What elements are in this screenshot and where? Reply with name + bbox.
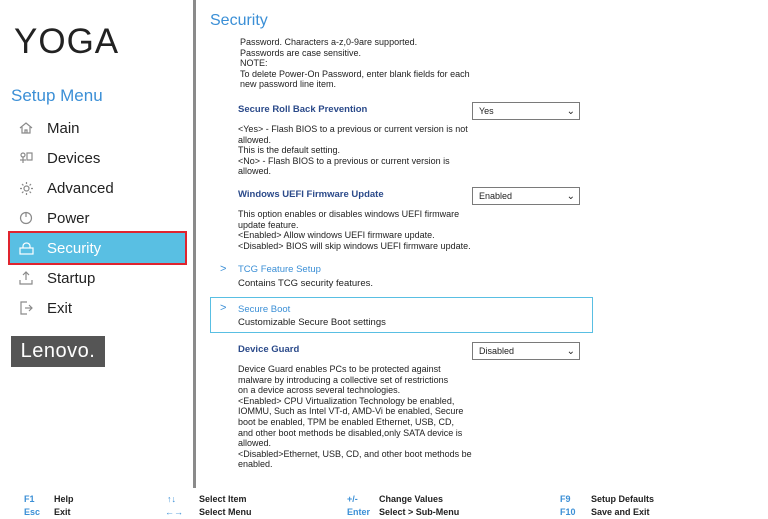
secure-roll-back-label: Secure Roll Back Prevention	[238, 104, 368, 115]
tcg-feature-setup-link[interactable]: TCG Feature Setup	[238, 264, 321, 275]
lenovo-logo: Lenovo.	[11, 336, 105, 367]
password-note: Password. Characters a-z,0-9are supported. Passwords are case sensitive. NOTE: To delete Power-On Password, enter blank fields for each new password line item.	[240, 37, 470, 90]
chevron-down-icon: ⌄	[566, 106, 575, 117]
select-value: Disabled	[479, 346, 515, 356]
menu-item-main[interactable]	[10, 113, 185, 143]
page-title: Security	[210, 12, 268, 29]
setup-menu-title: Setup Menu	[11, 86, 103, 105]
esc-key: Esc	[24, 507, 41, 517]
svg-text:YOGA: YOGA	[14, 22, 120, 60]
menu-item-startup[interactable]	[10, 263, 185, 293]
startup-icon	[17, 269, 35, 287]
select-value: Enabled	[479, 191, 513, 201]
yoga-logo	[12, 20, 132, 60]
devices-icon	[17, 149, 35, 167]
footer-keys	[0, 488, 768, 519]
select-value: Yes	[479, 106, 494, 116]
save-exit-label: Save and Exit	[591, 507, 650, 517]
select-item-label: Select Item	[199, 494, 247, 504]
help-label: Help	[54, 494, 74, 504]
menu-item-exit[interactable]	[10, 293, 185, 323]
select-submenu-label: Select > Sub-Menu	[379, 507, 460, 517]
sun-gear-icon	[17, 179, 35, 197]
leftright-key: ←→	[165, 507, 183, 517]
chevron-right-icon: >	[220, 302, 227, 314]
menu-item-power[interactable]	[10, 203, 185, 233]
secure-boot-desc: Customizable Secure Boot settings	[238, 317, 386, 328]
secure-roll-back-select[interactable]	[472, 102, 580, 120]
f1-key: F1	[24, 494, 35, 504]
sidebar-divider	[193, 0, 196, 488]
uefi-update-select[interactable]	[472, 187, 580, 205]
menu-item-label: Advanced	[47, 179, 114, 197]
tcg-feature-setup-desc: Contains TCG security features.	[238, 278, 373, 289]
lock-icon	[17, 239, 35, 257]
power-icon	[17, 209, 35, 227]
secure-roll-back-desc: <Yes> - Flash BIOS to a previous or current version is not allowed. This is the default setting. <No> - Flash BIOS to a previous or current version is allowed.	[238, 124, 468, 177]
menu-item-label: Startup	[47, 269, 96, 287]
uefi-update-label: Windows UEFI Firmware Update	[238, 189, 384, 200]
device-guard-select[interactable]	[472, 342, 580, 360]
secure-boot-label: Secure Boot	[238, 304, 291, 315]
chevron-right-icon: >	[220, 263, 227, 275]
exit-label: Exit	[54, 507, 71, 517]
chevron-down-icon: ⌄	[566, 346, 575, 357]
select-menu-label: Select Menu	[199, 507, 252, 517]
menu-item-advanced[interactable]	[10, 173, 185, 203]
menu-item-label: Power	[47, 209, 90, 227]
enter-key: Enter	[347, 507, 371, 517]
chevron-down-icon: ⌄	[566, 191, 575, 202]
updown-key: ↑↓	[167, 494, 176, 504]
content-pane	[200, 0, 768, 488]
device-guard-desc: Device Guard enables PCs to be protected against malware by introducing a collective set of restrictions on a device across several technologies. <Enabled> CPU Virtualization Technology be enabled, IOMMU, Such as Intel VT-d, AMD-Vi be enabled, Secure boot be enabled, TPM be enabled Ethernet, USB, CD, and other boot methods be disabled,only SATA device is allowed. <Disabled>Ethernet, USB, CD, and other boot methods be enabled.	[238, 364, 472, 470]
f10-key: F10	[560, 507, 576, 517]
sidebar	[0, 0, 193, 488]
f9-key: F9	[560, 494, 571, 504]
menu-item-label: Security	[47, 239, 102, 257]
exit-icon	[17, 299, 35, 317]
menu-item-label: Main	[47, 119, 80, 137]
setup-menu	[10, 113, 185, 323]
menu-item-label: Exit	[47, 299, 73, 317]
setup-defaults-label: Setup Defaults	[591, 494, 655, 504]
menu-item-security[interactable]	[10, 233, 185, 263]
menu-item-devices[interactable]	[10, 143, 185, 173]
plusminus-key: +/-	[347, 494, 358, 504]
home-icon	[17, 119, 35, 137]
uefi-update-desc: This option enables or disables windows UEFI firmware update feature. <Enabled> Allow windows UEFI firmware update. <Disabled> BIOS will skip windows UEFI firmware update.	[238, 209, 471, 251]
device-guard-label: Device Guard	[238, 344, 300, 355]
menu-item-label: Devices	[47, 149, 101, 167]
change-values-label: Change Values	[379, 494, 444, 504]
